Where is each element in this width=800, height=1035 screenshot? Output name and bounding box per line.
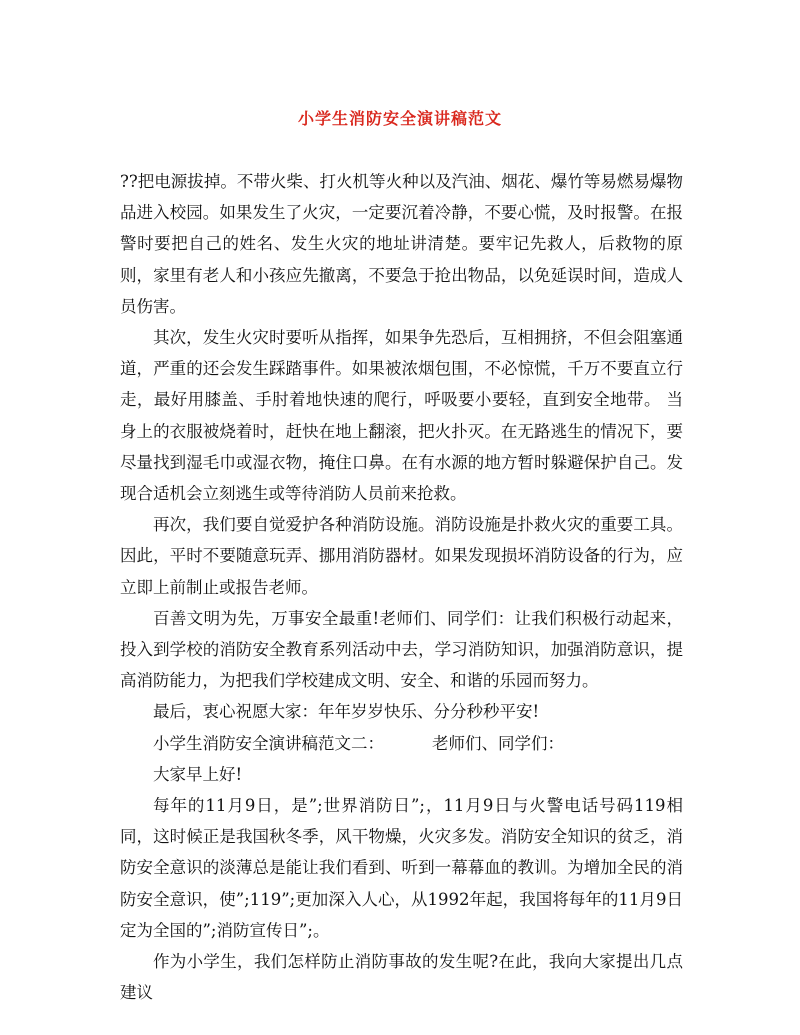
document-title: 小学生消防安全演讲稿范文 — [297, 109, 502, 128]
paragraph-4: 百善文明为先，万事安全最重!老师们、同学们：让我们积极行动起来，投入到学校的消防安全教育系列活动中去，学习消防知识，加强消防意识，提高消防能力，为把我们学校建成文明、安全、和谐的乐园而努力。 — [120, 608, 683, 691]
paragraph-3: 再次，我们要自觉爱护各种消防设施。消防设施是扑救火灾的重要工具。因此，平时不要随意玩弄、挪用消防器材。如果发现损坏消防设备的行为，应立即上前制止或报告老师。 — [120, 515, 683, 597]
paragraph-1: ??把电源拔掉。不带火柴、打火机等火种以及汽油、烟花、爆竹等易燃易爆物品进入校园。如果发生了火灾，一定要沉着冷静，不要心慌，及时报警。在报警时要把自己的姓名、发生火灾的地址讲清楚。要牢记先救人，后救物的原则，家里有老人和小孩应先撤离，不要急于抢出物品，以免延误时间，造成人员伤害。 — [120, 172, 683, 316]
second-speech-title: 小学生消防安全演讲稿范文二： — [153, 733, 384, 753]
greeting: 大家早上好! — [153, 764, 243, 784]
second-speech-heading — [120, 728, 683, 759]
second-speech-salutation: 老师们、同学们： — [432, 733, 564, 753]
paragraph-5: 最后，衷心祝愿大家：年年岁岁快乐、分分秒秒平安! — [153, 702, 540, 722]
document-body — [120, 166, 683, 1008]
paragraph-7: 作为小学生，我们怎样防止消防事故的发生呢?在此，我向大家提出几点建议 — [120, 952, 683, 1003]
paragraph-6: 每年的11月9日，是”;世界消防日”;，11月9日与火警电话号码119相同，这时候正是我国秋冬季，风干物燥，火灾多发。消防安全知识的贫乏，消防安全意识的淡薄总是能让我们看到、听到一幕幕血的教训。为增加全民的消防安全意识，使”;119”;更加深入人心，从1992年起，我国将每年的11月9日定为全国的”;消防宣传日”;。 — [120, 796, 683, 940]
paragraph-2: 其次，发生火灾时要听从指挥，如果争先恐后，互相拥挤，不但会阻塞通道，严重的还会发生踩踏事件。如果被浓烟包围，不必惊慌，千万不要直立行走，最好用膝盖、手肘着地快速的爬行，呼吸要小要轻，直到安全地带。 当身上的衣服被烧着时，赶快在地上翻滚，把火扑灭。在无路逃生的情况下，要尽量找到湿毛巾或湿衣物，掩住口鼻。在有水源的地方暂时躲避保护自己。发现合适机会立刻逃生或等待消防人员前来抢救。 — [120, 328, 683, 504]
